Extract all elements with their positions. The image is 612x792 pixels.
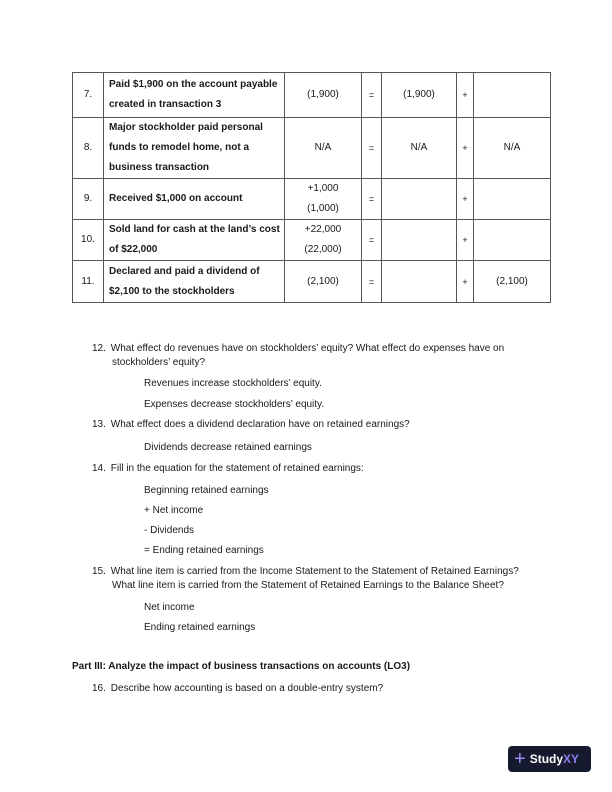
- table-row: [73, 179, 551, 220]
- answer: + Net income: [144, 505, 204, 516]
- assets-value: (22,000): [304, 244, 342, 255]
- table-row: [73, 73, 551, 118]
- row-description: [104, 179, 285, 220]
- plus-sign: +: [457, 179, 474, 220]
- table-row: [73, 220, 551, 261]
- equity-cell: (2,100): [474, 261, 551, 303]
- liabilities-cell: [382, 261, 457, 303]
- equals-sign: =: [362, 73, 382, 118]
- transaction-table: [72, 72, 551, 303]
- question-number: 12.: [92, 343, 106, 354]
- answer: - Dividends: [144, 525, 195, 536]
- question-text: What effect do revenues have on stockholders’ equity? What effect do expenses have on: [110, 343, 505, 354]
- plus-sign: +: [457, 118, 474, 179]
- section-heading: Part III: Analyze the impact of business transactions on accounts (LO3): [72, 661, 411, 672]
- row-description: [104, 73, 285, 118]
- row-number: 8.: [73, 118, 104, 179]
- assets-value: +22,000: [304, 224, 342, 235]
- assets-cell: [285, 118, 362, 179]
- row-number: 11.: [73, 261, 104, 303]
- assets-value: N/A: [314, 142, 332, 153]
- assets-value: (2,100): [307, 275, 339, 287]
- desc-line: created in transaction 3: [109, 99, 222, 110]
- desc-line: $2,100 to the stockholders: [109, 285, 235, 297]
- question-16: [92, 682, 383, 696]
- liabilities-cell: [382, 220, 457, 261]
- row-number: 10.: [73, 220, 104, 261]
- question-12: [92, 342, 504, 370]
- equals-sign: =: [362, 220, 382, 261]
- plus-sign: +: [457, 220, 474, 261]
- assets-value: (1,900): [307, 89, 339, 100]
- question-text: stockholders’ equity?: [112, 357, 206, 368]
- answer: Dividends decrease retained earnings: [144, 442, 312, 453]
- table-row: [73, 118, 551, 179]
- question-text: What line item is carried from the Income Statement to the Statement of Retained Earnings?: [110, 566, 519, 577]
- question-number: 14.: [92, 463, 106, 474]
- liabilities-cell: (1,900): [382, 73, 457, 118]
- question-text: What effect does a dividend declaration have on retained earnings?: [110, 419, 410, 430]
- assets-cell: [285, 261, 362, 303]
- plus-sign: +: [457, 73, 474, 118]
- desc-line: funds to remodel home, not a: [109, 142, 250, 153]
- assets-cell: [285, 220, 362, 261]
- question-14: [92, 462, 364, 476]
- liabilities-cell: N/A: [382, 118, 457, 179]
- desc-line: Declared and paid a dividend of: [109, 265, 260, 277]
- equity-cell: [474, 179, 551, 220]
- studyxy-badge[interactable]: [508, 746, 591, 772]
- answer: Net income: [144, 602, 195, 613]
- question-number: 16.: [92, 683, 106, 694]
- answer: Expenses decrease stockholders’ equity.: [144, 399, 325, 410]
- assets-value: +1,000: [307, 183, 339, 194]
- row-description: [104, 220, 285, 261]
- answer: = Ending retained earnings: [144, 545, 264, 556]
- liabilities-cell: [382, 179, 457, 220]
- question-number: 13.: [92, 419, 106, 430]
- brand-text: Study: [529, 752, 564, 766]
- table-row: [73, 261, 551, 303]
- brand-text-accent: XY: [563, 752, 580, 766]
- equity-cell: [474, 220, 551, 261]
- equals-sign: =: [362, 261, 382, 303]
- row-description: [104, 118, 285, 179]
- answer: Revenues increase stockholders’ equity.: [144, 378, 322, 389]
- desc-line: business transaction: [109, 162, 210, 173]
- answer: Ending retained earnings: [144, 622, 256, 633]
- equity-cell: N/A: [474, 118, 551, 179]
- equals-sign: =: [362, 179, 382, 220]
- equity-cell: [474, 73, 551, 118]
- plus-icon: +: [514, 748, 526, 770]
- desc-line: Sold land for cash at the land’s cost: [109, 224, 280, 235]
- equals-sign: =: [362, 118, 382, 179]
- question-13: [92, 418, 410, 432]
- question-text: Fill in the equation for the statement of retained earnings:: [110, 463, 364, 474]
- plus-sign: +: [457, 261, 474, 303]
- answer: Beginning retained earnings: [144, 485, 269, 496]
- assets-cell: [285, 179, 362, 220]
- assets-cell: [285, 73, 362, 118]
- question-text: Describe how accounting is based on a double-entry system?: [110, 683, 384, 694]
- desc-line: Major stockholder paid personal: [109, 122, 263, 133]
- desc-line: Received $1,000 on account: [109, 193, 243, 204]
- row-number: 7.: [73, 73, 104, 118]
- question-number: 15.: [92, 566, 106, 577]
- row-description: [104, 261, 285, 303]
- desc-line: Paid $1,900 on the account payable: [109, 79, 278, 90]
- row-number: 9.: [73, 179, 104, 220]
- question-15: [92, 565, 519, 593]
- desc-line: of $22,000: [109, 244, 158, 255]
- assets-value: (1,000): [307, 203, 339, 214]
- question-text: What line item is carried from the Statement of Retained Earnings to the Balance Sheet?: [112, 580, 504, 591]
